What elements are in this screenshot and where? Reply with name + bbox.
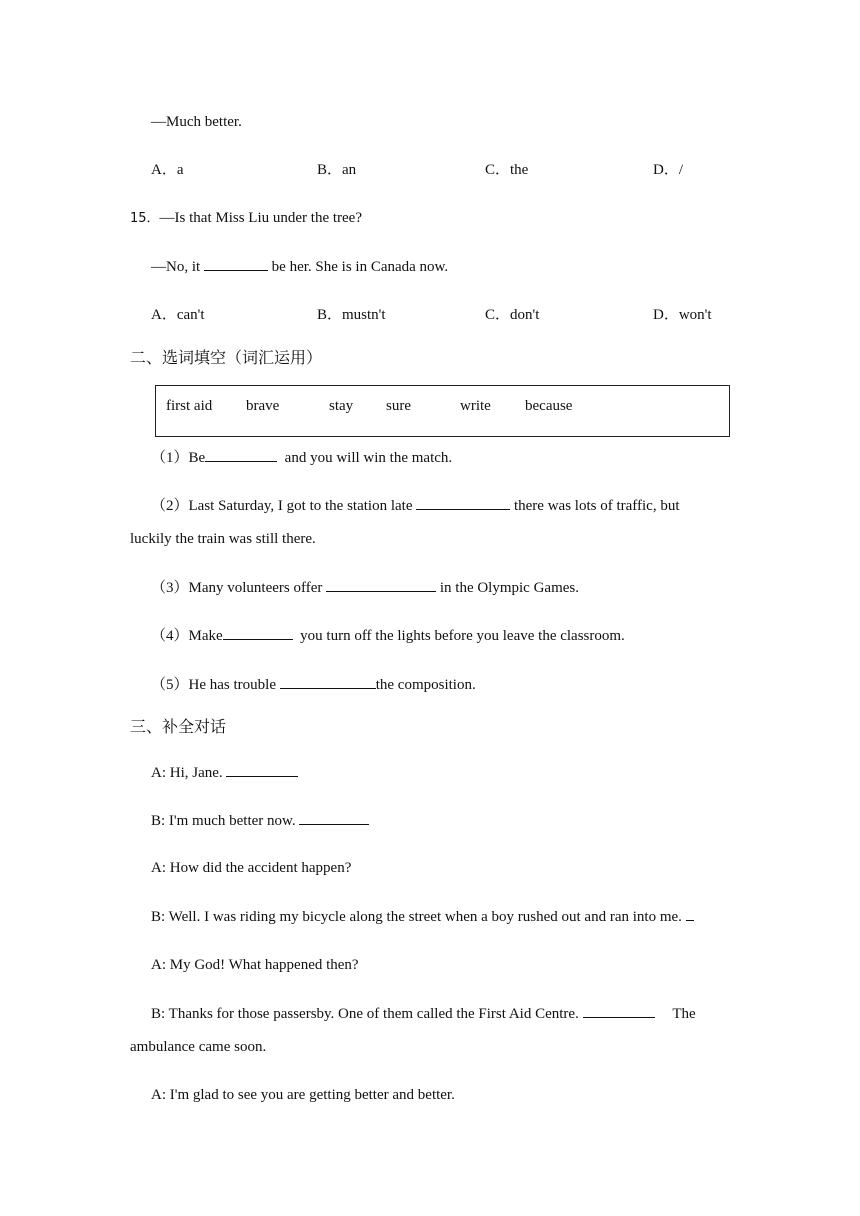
answer-blank[interactable] bbox=[205, 447, 277, 462]
dialogue-line bbox=[151, 810, 369, 831]
word-bank-item: brave bbox=[246, 398, 280, 414]
fill-item-text: you turn off the lights before you leave the classroom. bbox=[300, 628, 625, 644]
word-bank-item: because bbox=[525, 398, 573, 414]
section-heading-dialogue: 三、补全对话 bbox=[130, 717, 227, 736]
fill-item-2 bbox=[151, 495, 680, 516]
dialogue-line bbox=[151, 762, 298, 783]
fill-item-label: （2）Last Saturday, I got to the station late bbox=[151, 498, 413, 514]
word-bank-box bbox=[155, 385, 730, 437]
q15-reply-end: be her. She is in Canada now. bbox=[271, 259, 449, 275]
fill-item-5 bbox=[151, 674, 476, 695]
dialogue-text: A: Hi, Jane. bbox=[151, 765, 223, 781]
fill-item-3 bbox=[151, 577, 579, 598]
dialogue-line: A: I'm glad to see you are getting better and better. bbox=[151, 1087, 455, 1103]
fill-item-label: （5）He has trouble bbox=[151, 677, 276, 693]
dialogue-line bbox=[151, 1003, 696, 1024]
answer-blank[interactable] bbox=[583, 1003, 655, 1018]
q15-option-d[interactable]: D．won't bbox=[653, 307, 712, 323]
q14-reply: —Much better. bbox=[151, 114, 242, 130]
q15-option-c[interactable]: C．don't bbox=[485, 307, 540, 323]
q15-reply-start: —No, it bbox=[151, 259, 201, 275]
fill-item-label: （3）Many volunteers offer bbox=[151, 580, 323, 596]
q14-option-b[interactable]: B．an bbox=[317, 162, 357, 178]
dialogue-text: B: Thanks for those passersby. One of them called the First Aid Centre. bbox=[151, 1006, 579, 1022]
dialogue-line bbox=[151, 906, 694, 927]
q14-option-c[interactable]: C．the bbox=[485, 162, 529, 178]
q15-question-line bbox=[130, 208, 362, 229]
section-heading-vocabulary: 二、选词填空（词汇运用） bbox=[130, 348, 323, 367]
answer-blank[interactable] bbox=[326, 577, 436, 592]
fill-item-label: （4）Make bbox=[151, 628, 223, 644]
word-bank-item: first aid bbox=[166, 398, 213, 414]
fill-item-text: in the Olympic Games. bbox=[439, 580, 579, 596]
fill-item-text: and you will win the match. bbox=[284, 450, 453, 466]
dialogue-text: The bbox=[672, 1006, 696, 1022]
q15-reply-line bbox=[151, 256, 448, 277]
answer-blank[interactable] bbox=[204, 256, 268, 271]
answer-blank[interactable] bbox=[686, 906, 694, 921]
fill-item-2-continued: luckily the train was still there. bbox=[130, 531, 316, 547]
fill-item-label: （1）Be bbox=[151, 450, 206, 466]
q15-option-a[interactable]: A．can't bbox=[151, 307, 205, 323]
answer-blank[interactable] bbox=[223, 625, 293, 640]
fill-item-text: the composition. bbox=[375, 677, 476, 693]
answer-blank[interactable] bbox=[299, 810, 369, 825]
answer-blank[interactable] bbox=[280, 674, 376, 689]
fill-item-text: there was lots of traffic, but bbox=[513, 498, 680, 514]
fill-item-4 bbox=[151, 625, 625, 646]
q15-question: —Is that Miss Liu under the tree? bbox=[159, 210, 362, 226]
dialogue-text: B: Well. I was riding my bicycle along the street when a boy rushed out and ran into me. bbox=[151, 909, 682, 925]
fill-item-1 bbox=[151, 447, 452, 468]
dialogue-text: B: I'm much better now. bbox=[151, 813, 296, 829]
q14-option-d[interactable]: D．/ bbox=[653, 162, 684, 178]
word-bank-item: write bbox=[460, 398, 491, 414]
dialogue-line: A: How did the accident happen? bbox=[151, 860, 352, 876]
q15-option-b[interactable]: B．mustn't bbox=[317, 307, 386, 323]
q14-option-a[interactable]: A．a bbox=[151, 162, 184, 178]
word-bank-item: stay bbox=[329, 398, 354, 414]
word-bank-item: sure bbox=[386, 398, 411, 414]
answer-blank[interactable] bbox=[416, 495, 510, 510]
question-number: 15． bbox=[130, 211, 160, 226]
answer-blank[interactable] bbox=[226, 762, 298, 777]
dialogue-line-continued: ambulance came soon. bbox=[130, 1039, 267, 1055]
dialogue-line: A: My God! What happened then? bbox=[151, 957, 359, 973]
